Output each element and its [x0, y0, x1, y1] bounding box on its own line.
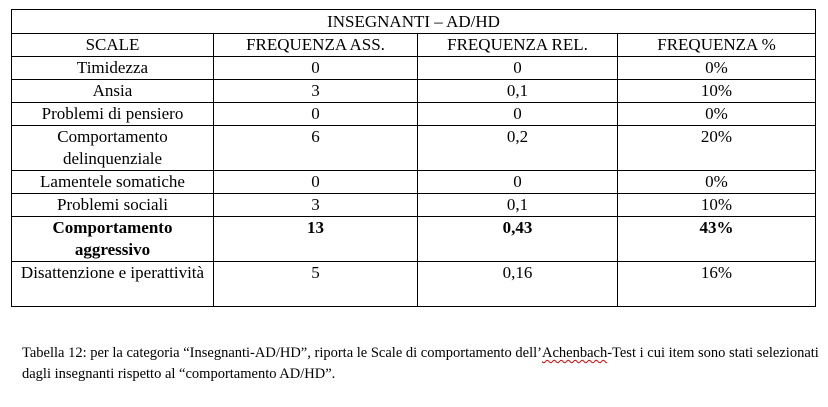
table-row [12, 103, 816, 126]
table-row [12, 262, 816, 307]
cell-freq-pct: 0% [618, 103, 816, 126]
cell-freq-rel: 0,43 [418, 217, 618, 262]
cell-freq-abs: 0 [214, 57, 418, 80]
cell-scale: Comportamento delinquenziale [12, 126, 214, 171]
cell-freq-pct: 10% [618, 194, 816, 217]
table-row [12, 217, 816, 262]
cell-freq-rel: 0,1 [418, 194, 618, 217]
column-header-freq-pct: FREQUENZA % [618, 34, 816, 57]
spellcheck-flagged-word: Achenbach [541, 345, 608, 361]
cell-freq-abs: 13 [214, 217, 418, 262]
table-row [12, 171, 816, 194]
cell-freq-abs: 3 [214, 194, 418, 217]
cell-scale: Comportamento aggressivo [12, 217, 214, 262]
cell-freq-abs: 5 [214, 262, 418, 307]
table-caption [22, 343, 822, 385]
cell-freq-rel: 0,1 [418, 80, 618, 103]
cell-freq-rel: 0 [418, 57, 618, 80]
caption-text-end: -Test i cui item sono stati selezionati dagli insegnanti rispetto al “comportamento AD/HD”. [22, 345, 819, 382]
cell-freq-abs: 0 [214, 171, 418, 194]
table-row [12, 57, 816, 80]
cell-scale: Ansia [12, 80, 214, 103]
cell-freq-abs: 0 [214, 103, 418, 126]
cell-freq-rel: 0,16 [418, 262, 618, 307]
cell-freq-pct: 16% [618, 262, 816, 307]
column-header-freq-rel: FREQUENZA REL. [418, 34, 618, 57]
cell-scale: Disattenzione e iperattività [12, 262, 214, 307]
cell-freq-rel: 0 [418, 171, 618, 194]
cell-freq-pct: 10% [618, 80, 816, 103]
column-header-freq-abs: FREQUENZA ASS. [214, 34, 418, 57]
cell-freq-rel: 0 [418, 103, 618, 126]
caption-text-start: Tabella 12: per la categoria “Insegnanti-AD/HD”, riporta le Scale di comportamento dell’ [22, 345, 542, 361]
table-title-row [12, 10, 816, 34]
table-header-row [12, 34, 816, 57]
column-header-scale: SCALE [12, 34, 214, 57]
cell-scale: Lamentele somatiche [12, 171, 214, 194]
cell-freq-abs: 3 [214, 80, 418, 103]
cell-freq-rel: 0,2 [418, 126, 618, 171]
table-row [12, 194, 816, 217]
cell-freq-pct: 20% [618, 126, 816, 171]
table-row [12, 80, 816, 103]
cell-scale: Problemi sociali [12, 194, 214, 217]
data-table [11, 9, 816, 307]
cell-scale: Problemi di pensiero [12, 103, 214, 126]
cell-freq-pct: 43% [618, 217, 816, 262]
cell-freq-abs: 6 [214, 126, 418, 171]
cell-scale: Timidezza [12, 57, 214, 80]
cell-freq-pct: 0% [618, 171, 816, 194]
table-title: INSEGNANTI – AD/HD [12, 10, 816, 34]
cell-freq-pct: 0% [618, 57, 816, 80]
table-row [12, 126, 816, 171]
